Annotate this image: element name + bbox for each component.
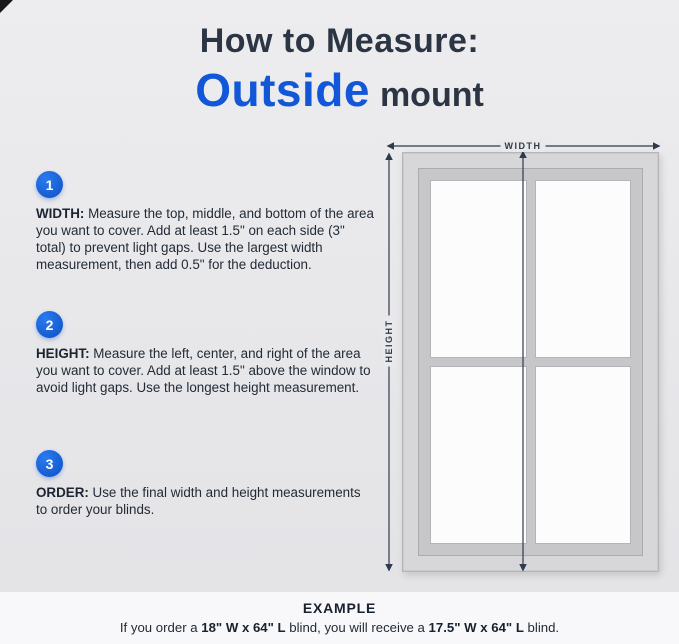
step-width <box>36 171 374 274</box>
example-bold1: 18" W x 64" L <box>201 620 286 635</box>
corner-artifact <box>0 0 13 13</box>
height-measure-label: HEIGHT <box>383 315 395 366</box>
step-2-badge: 2 <box>36 311 63 338</box>
measurement-arrows <box>378 136 670 582</box>
example-heading: EXAMPLE <box>302 600 377 616</box>
example-section <box>0 592 679 644</box>
width-measure-label: WIDTH <box>501 140 546 152</box>
step-1-body: Measure the top, middle, and bottom of the area you want to cover. Add at least 1.5" on each side (3" total) to prevent light gaps. Use the largest width measurement, then add 0.5" for the deduction. <box>36 206 374 272</box>
step-3-badge: 3 <box>36 450 63 477</box>
example-part1: If you order a <box>119 620 202 635</box>
example-bold2: 17.5" W x 64" L <box>428 620 524 635</box>
step-2-label: HEIGHT: <box>36 346 90 361</box>
step-1-badge: 1 <box>36 171 63 198</box>
step-3-label: ORDER: <box>36 485 89 500</box>
title-suffix: mount <box>379 76 484 114</box>
step-height <box>36 311 374 397</box>
step-3-text <box>36 485 374 519</box>
step-3-body: Use the final width and height measurements to order your blinds. <box>36 485 361 517</box>
title-line2 <box>0 63 679 117</box>
example-line <box>0 620 679 635</box>
title-line1: How to Measure: <box>199 22 480 60</box>
example-part2: blind, you will receive a <box>285 620 429 635</box>
page-title <box>0 22 679 117</box>
example-part3: blind. <box>523 620 560 635</box>
step-2-body: Measure the left, center, and right of the area you want to cover. Add at least 1.5" above the window to avoid light gaps. Use the longest height measurement. <box>36 346 371 395</box>
step-2-text <box>36 346 374 397</box>
title-highlight: Outside <box>195 64 370 116</box>
step-1-label: WIDTH: <box>36 206 85 221</box>
step-order <box>36 450 374 519</box>
step-1-text <box>36 206 374 274</box>
